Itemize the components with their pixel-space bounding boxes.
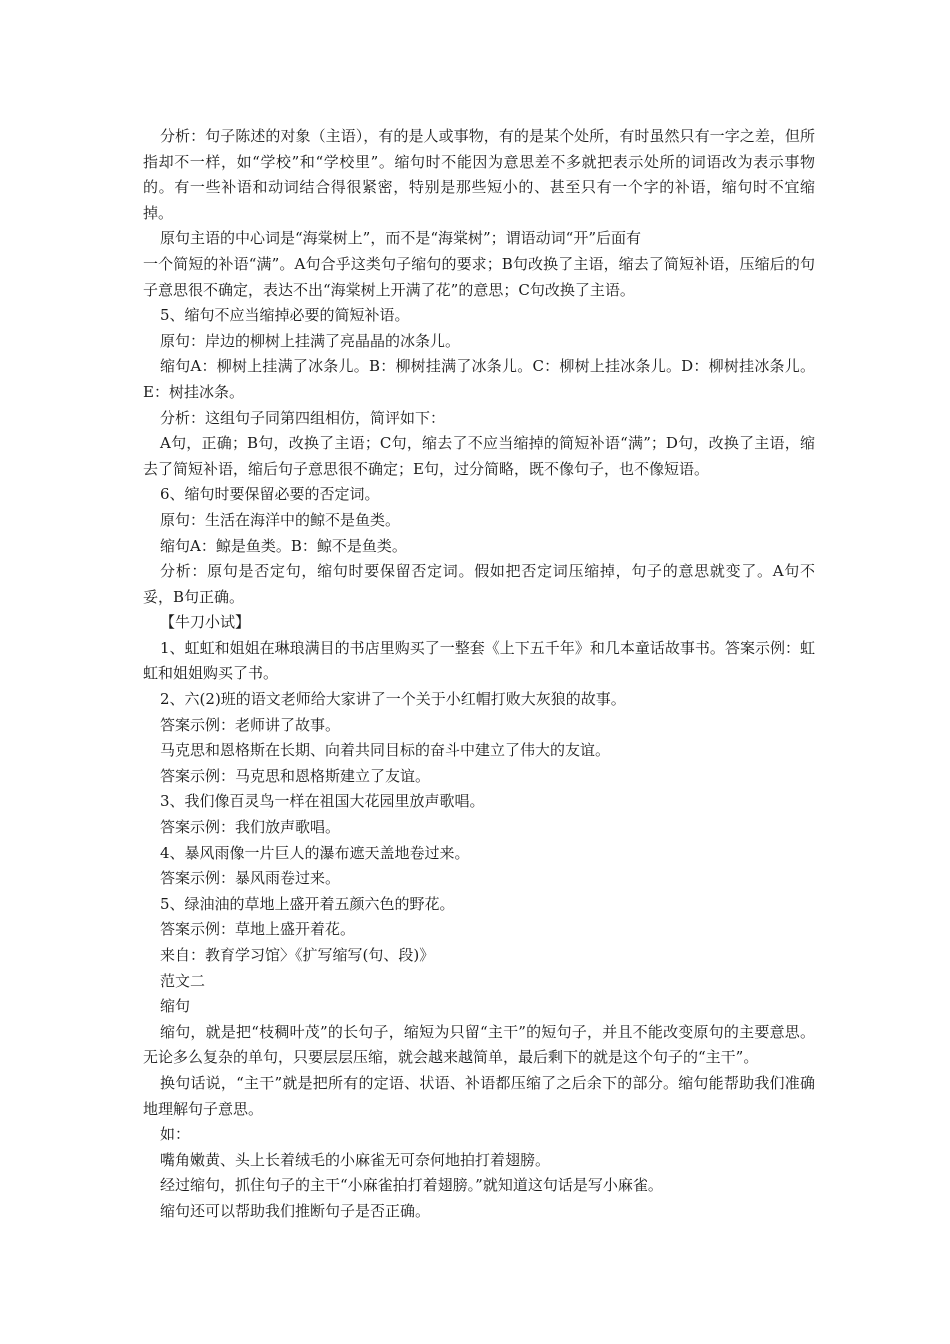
practice-item-4: 4、暴风雨像一片巨人的瀑布遮天盖地卷过来。 xyxy=(160,843,470,862)
example-result: 经过缩句，抓住句子的主干“小麻雀拍打着翅膀。”就知道这句话是写小麻雀。 xyxy=(160,1176,663,1195)
practice-answer-3: 答案示例：我们放声歌唱。 xyxy=(160,818,341,837)
rule-5-heading: 5、缩句不应当缩掉必要的简短补语。 xyxy=(160,306,410,325)
paragraph-analysis-subject: 分析：句子陈述的对象（主语），有的是人或事物，有的是某个处所，有时虽然只有一字之差，但所指却不一样，如“学校”和“学校里”。缩句时不能因为意思差不多就把表示处所的词语改为表示事物的。有一些补语和动词结合得很紧密，特别是那些短小的、甚至只有一个字的补语，缩句时不宜缩掉。 xyxy=(143,127,815,222)
closing-paragraph: 缩句还可以帮助我们推断句子是否正确。 xyxy=(160,1201,431,1220)
rule-5-analysis-intro: 分析：这组句子同第四组相仿，简评如下： xyxy=(160,408,446,427)
practice-answer-2: 答案示例：老师讲了故事。 xyxy=(160,715,341,734)
definition-paragraph: 缩句，就是把“枝稠叶茂”的长句子，缩短为只留“主干”的短句子，并且不能改变原句的主要意思。无论多么复杂的单句，只要层层压缩，就会越来越简单，最后剩下的就是这个句子的“主干”。 xyxy=(143,1022,815,1067)
rule-6-options: 缩句A：鲸是鱼类。B：鲸不是鱼类。 xyxy=(160,536,407,555)
section-title-suoju: 缩句 xyxy=(160,997,191,1016)
practice-item-5: 5、绿油油的草地上盛开着五颜六色的野花。 xyxy=(160,894,455,913)
example-sentence: 嘴角嫩黄、头上长着绒毛的小麻雀无可奈何地拍打着翅膀。 xyxy=(160,1150,551,1169)
rule-5-analysis-detail: A句，正确；B句，改换了主语；C句，缩去了不应当缩掉的简短补语“满”；D句，改换了主语，缩去了简短补语，缩后句子意思很不确定；E句，过分简略，既不像句子，也不像短语。 xyxy=(143,434,815,478)
paragraph-original-subject-center: 原句主语的中心词是“海棠树上”，而不是“海棠树”；谓语动词“开”后面有 xyxy=(160,229,642,248)
paragraph-complement-evaluation: 一个简短的补语“满”。A句合乎这类句子缩句的要求；B句改换了主语，缩去了简短补语，压缩后的句子意思很不确定，表达不出“海棠树上开满了花”的意思；C句改换了主语。 xyxy=(143,254,815,299)
practice-answer-5: 答案示例：草地上盛开着花。 xyxy=(160,920,356,939)
practice-item-2b: 马克思和恩格斯在长期、向着共同目标的奋斗中建立了伟大的友谊。 xyxy=(160,741,611,760)
rule-6-heading: 6、缩句时要保留必要的否定词。 xyxy=(160,485,380,504)
sample-two-heading: 范文二 xyxy=(160,971,206,990)
rule-6-original-sentence: 原句：生活在海洋中的鲸不是鱼类。 xyxy=(160,510,401,529)
practice-answer-4: 答案示例：暴风雨卷过来。 xyxy=(160,869,341,888)
practice-item-1: 1、虹虹和姐姐在琳琅满目的书店里购买了一整套《上下五千年》和几本童话故事书。答案示例：虹虹和姐姐购买了书。 xyxy=(143,638,815,683)
explanation-paragraph: 换句话说，“主干”就是把所有的定语、状语、补语都压缩了之后余下的部分。缩句能帮助我们准确地理解句子意思。 xyxy=(143,1073,815,1118)
rule-6-analysis: 分析：原句是否定句，缩句时要保留否定词。假如把否定词压缩掉，句子的意思就变了。A句不妥，B句正确。 xyxy=(143,562,815,606)
document-body xyxy=(143,124,815,1225)
practice-item-3: 3、我们像百灵鸟一样在祖国大花园里放声歌唱。 xyxy=(160,792,485,811)
practice-answer-2b: 答案示例：马克思和恩格斯建立了友谊。 xyxy=(160,766,431,785)
source-citation: 来自：教育学习馆〉《扩写缩写(句、段)》 xyxy=(160,946,435,964)
practice-section-title: 【牛刀小试】 xyxy=(160,613,251,632)
example-label: 如： xyxy=(160,1125,191,1144)
rule-5-original-sentence: 原句：岸边的柳树上挂满了亮晶晶的冰条儿。 xyxy=(160,331,461,350)
practice-item-2: 2、六(2)班的语文老师给大家讲了一个关于小红帽打败大灰狼的故事。 xyxy=(160,690,626,709)
rule-5-options: 缩句A：柳树上挂满了冰条儿。B：柳树挂满了冰条儿。C：柳树上挂冰条儿。D：柳树挂冰条儿。E：树挂冰条。 xyxy=(143,357,815,401)
